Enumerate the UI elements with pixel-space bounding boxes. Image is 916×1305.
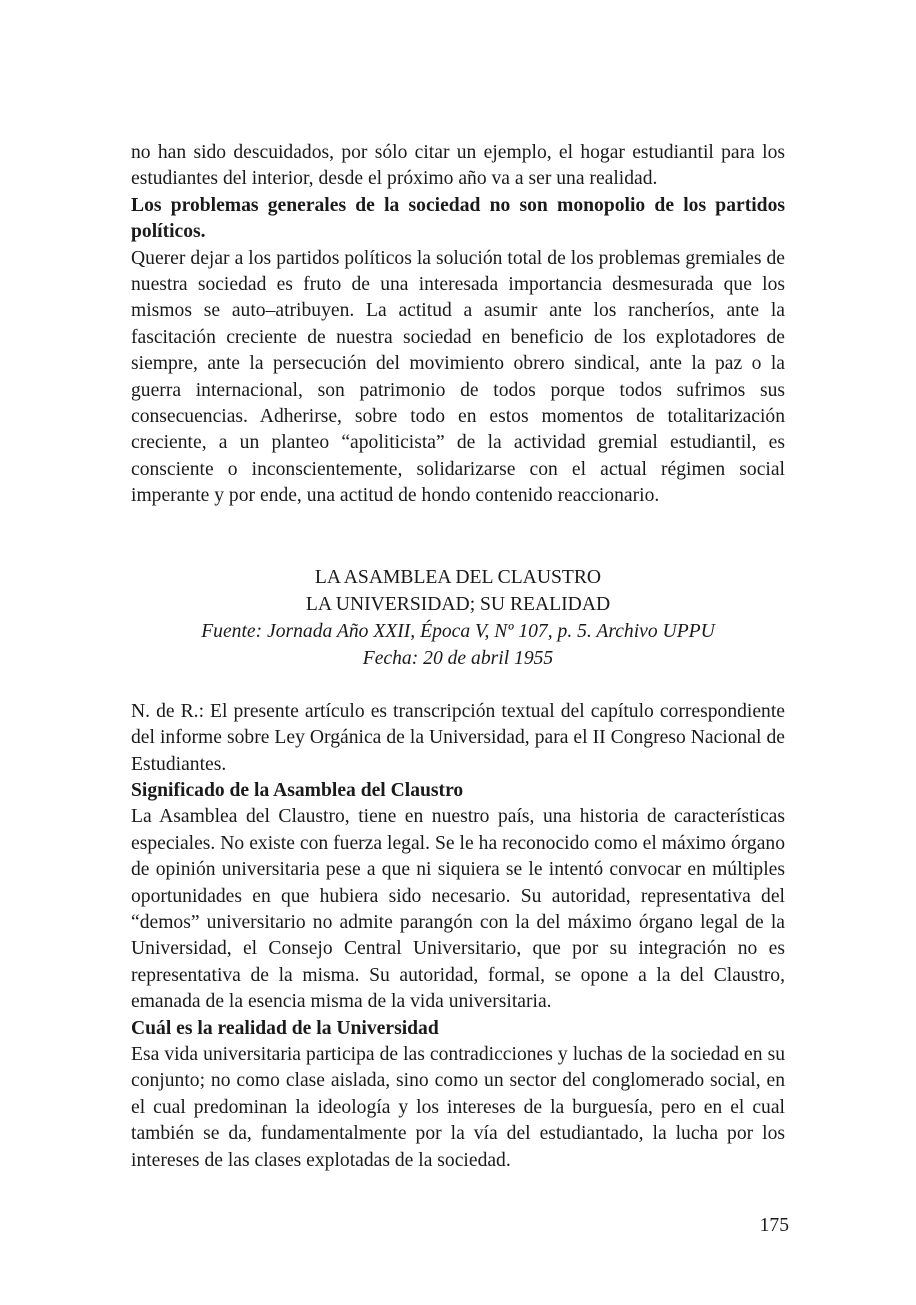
article-date: Fecha: 20 de abril 1955 — [362, 647, 554, 669]
article-title-line1: LA ASAMBLEA DEL CLAUSTRO — [314, 566, 602, 588]
heading-significado: Significado de la Asamblea del Claustro — [131, 779, 464, 801]
heading-problemas-generales: Los problemas generales de la sociedad no son monopolio de los partidos políticos. — [131, 194, 785, 243]
article-title-line2: LA UNIVERSIDAD; SU REALIDAD — [305, 593, 611, 615]
section-spacer — [131, 510, 785, 564]
paragraph-significado: La Asamblea del Claustro, tiene en nuestro país, una historia de características especiales. No existe con fuerza legal. Se le ha reconocido como el máximo órgano de opinión universitaria pese a que ni siquiera se le intentó convocar en múltiples oportunidades en que hubiera sido necesario. Su autoridad, representativa del “demos” universitario no admite parangón con la del máximo órgano legal de la Universidad, el Consejo Central Universitario, que por su integración no es representativa de la misma. Su autoridad, formal, se opone a la del Claustro, emanada de la esencia misma de la vida universitaria. — [131, 806, 785, 1013]
article-header — [131, 564, 785, 672]
article-source: Fuente: Jornada Año XXII, Época V, Nº 107, p. 5. Archivo UPPU — [201, 620, 715, 642]
header-spacer — [131, 672, 785, 699]
editor-note: N. de R.: El presente artículo es transcripción textual del capítulo correspondiente del informe sobre Ley Orgánica de la Universidad, para el II Congreso Nacional de Estudiantes. — [131, 700, 785, 775]
paragraph-realidad: Esa vida universitaria participa de las contradicciones y luchas de la sociedad en su conjunto; no como clase aislada, sino como un sector del conglomerado social, en el cual predominan la ideología y los intereses de la burguesía, pero en el cual también se da, fundamentalmente por la vía del estudiantado, la lucha por los intereses de las clases explotadas de la sociedad. — [131, 1043, 785, 1171]
page-number: 175 — [759, 1215, 789, 1236]
paragraph-hogar-estudiantil: no han sido descuidados, por sólo citar un ejemplo, el hogar estudiantil para los estudiantes del interior, desde el próximo año va a ser una realidad. — [131, 142, 785, 190]
page-body — [131, 140, 785, 1174]
heading-realidad: Cuál es la realidad de la Universidad — [131, 1017, 439, 1039]
paragraph-partidos-politicos: Querer dejar a los partidos políticos la solución total de los problemas gremiales de nuestra sociedad es fruto de una interesada importancia desmesurada que los mismos se auto–atribuyen. La actitud a asumir ante los rancheríos, ante la fascitación creciente de nuestra sociedad en beneficio de los explotadores de siempre, ante la persecución del movimiento obrero sindical, ante la paz o la guerra internacional, son patrimonio de todos porque todos sufrimos sus consecuencias. Adherirse, sobre todo en estos momentos de totalitarización creciente, a un planteo “apoliticista” de la actividad gremial estudiantil, es consciente o inconscientemente, solidarizarse con el actual régimen social imperante y por ende, una actitud de hondo contenido reaccionario. — [131, 247, 785, 507]
